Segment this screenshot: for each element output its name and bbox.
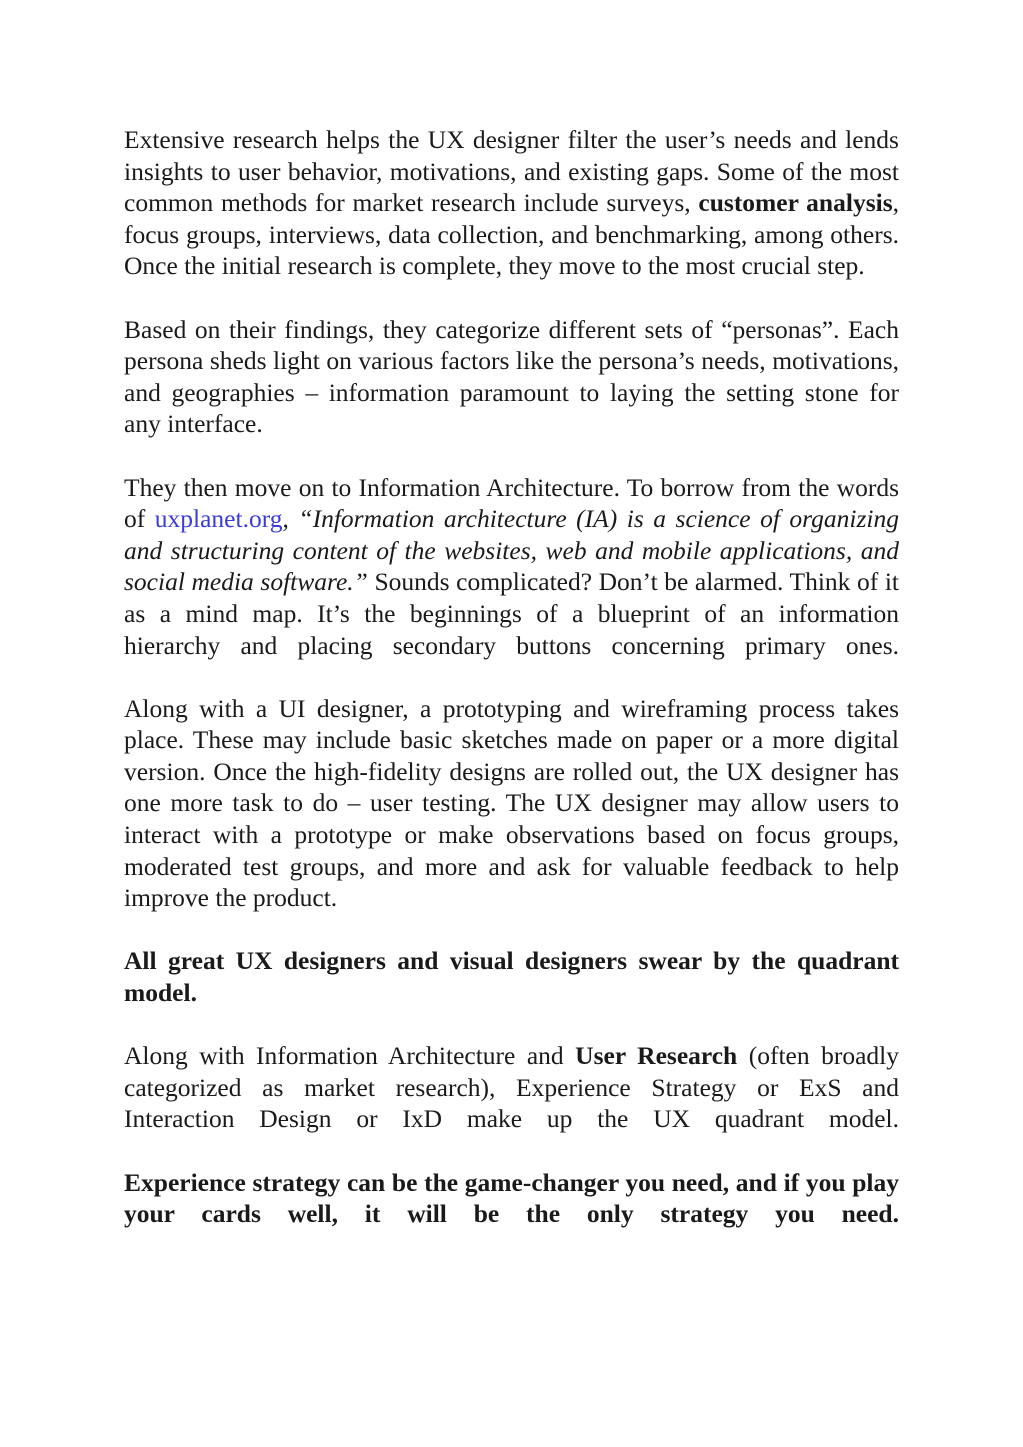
paragraph-prototyping: Along with a UI designer, a prototyping and wireframing process takes place. These may include basic sketches made on paper or a more digital version. Once the high-fidelity designs are rolled out, the UX designer has one more task to do – user testing. The UX designer may allow users to interact with a prototype or make observations based on focus groups, moderated test groups, and more and ask for valuable feedback to help improve the product. — [124, 693, 899, 913]
user-research-bold: User Research — [575, 1041, 738, 1071]
paragraph-ia-text-a: They then move on to Information Architecture. To borrow from the words of — [124, 472, 899, 534]
paragraph-ia-text-b: Sounds complicated? Don’t be alarmed. Think of it as a mind map. It’s the beginnings of a blueprint of an information hierarchy and placing secondary buttons concerning primary ones. — [124, 567, 899, 660]
paragraph-research — [124, 124, 899, 282]
heading-experience-strategy: Experience strategy can be the game-changer you need, and if you play your cards well, it will be the only strategy you need. — [124, 1167, 899, 1229]
heading-quadrant-model: All great UX designers and visual designers swear by the quadrant model. — [124, 946, 899, 1008]
customer-analysis-bold: customer analysis — [698, 188, 893, 218]
paragraph-quadrant — [124, 1040, 899, 1135]
document-body — [124, 124, 899, 1261]
ia-quote: “Information architecture (IA) is a science of organizing and structuring content of the websites, web and mobile applications, and social media software.” — [124, 504, 900, 597]
paragraph-ia-comma: , — [282, 504, 299, 534]
paragraph-information-architecture — [124, 472, 899, 662]
paragraph-research-text-b: , focus groups, interviews, data collection, and benchmarking, among others. Once the initial research is complete, they move to the most crucial step. — [124, 188, 900, 281]
uxplanet-link[interactable]: uxplanet.org — [154, 504, 283, 534]
paragraph-quadrant-text-b: (often broadly categorized as market research), Experience Strategy or ExS and Interaction Design or IxD make up the UX quadrant model. — [124, 1041, 900, 1134]
paragraph-research-text-a: Extensive research helps the UX designer filter the user’s needs and lends insights to user behavior, motivations, and existing gaps. Some of the most common methods for market research include surveys, — [124, 125, 899, 218]
paragraph-personas: Based on their findings, they categorize different sets of “personas”. Each persona sheds light on various factors like the persona’s needs, motivations, and geographies – information paramount to laying the setting stone for any interface. — [124, 314, 899, 439]
paragraph-quadrant-text-a: Along with Information Architecture and — [124, 1041, 576, 1071]
